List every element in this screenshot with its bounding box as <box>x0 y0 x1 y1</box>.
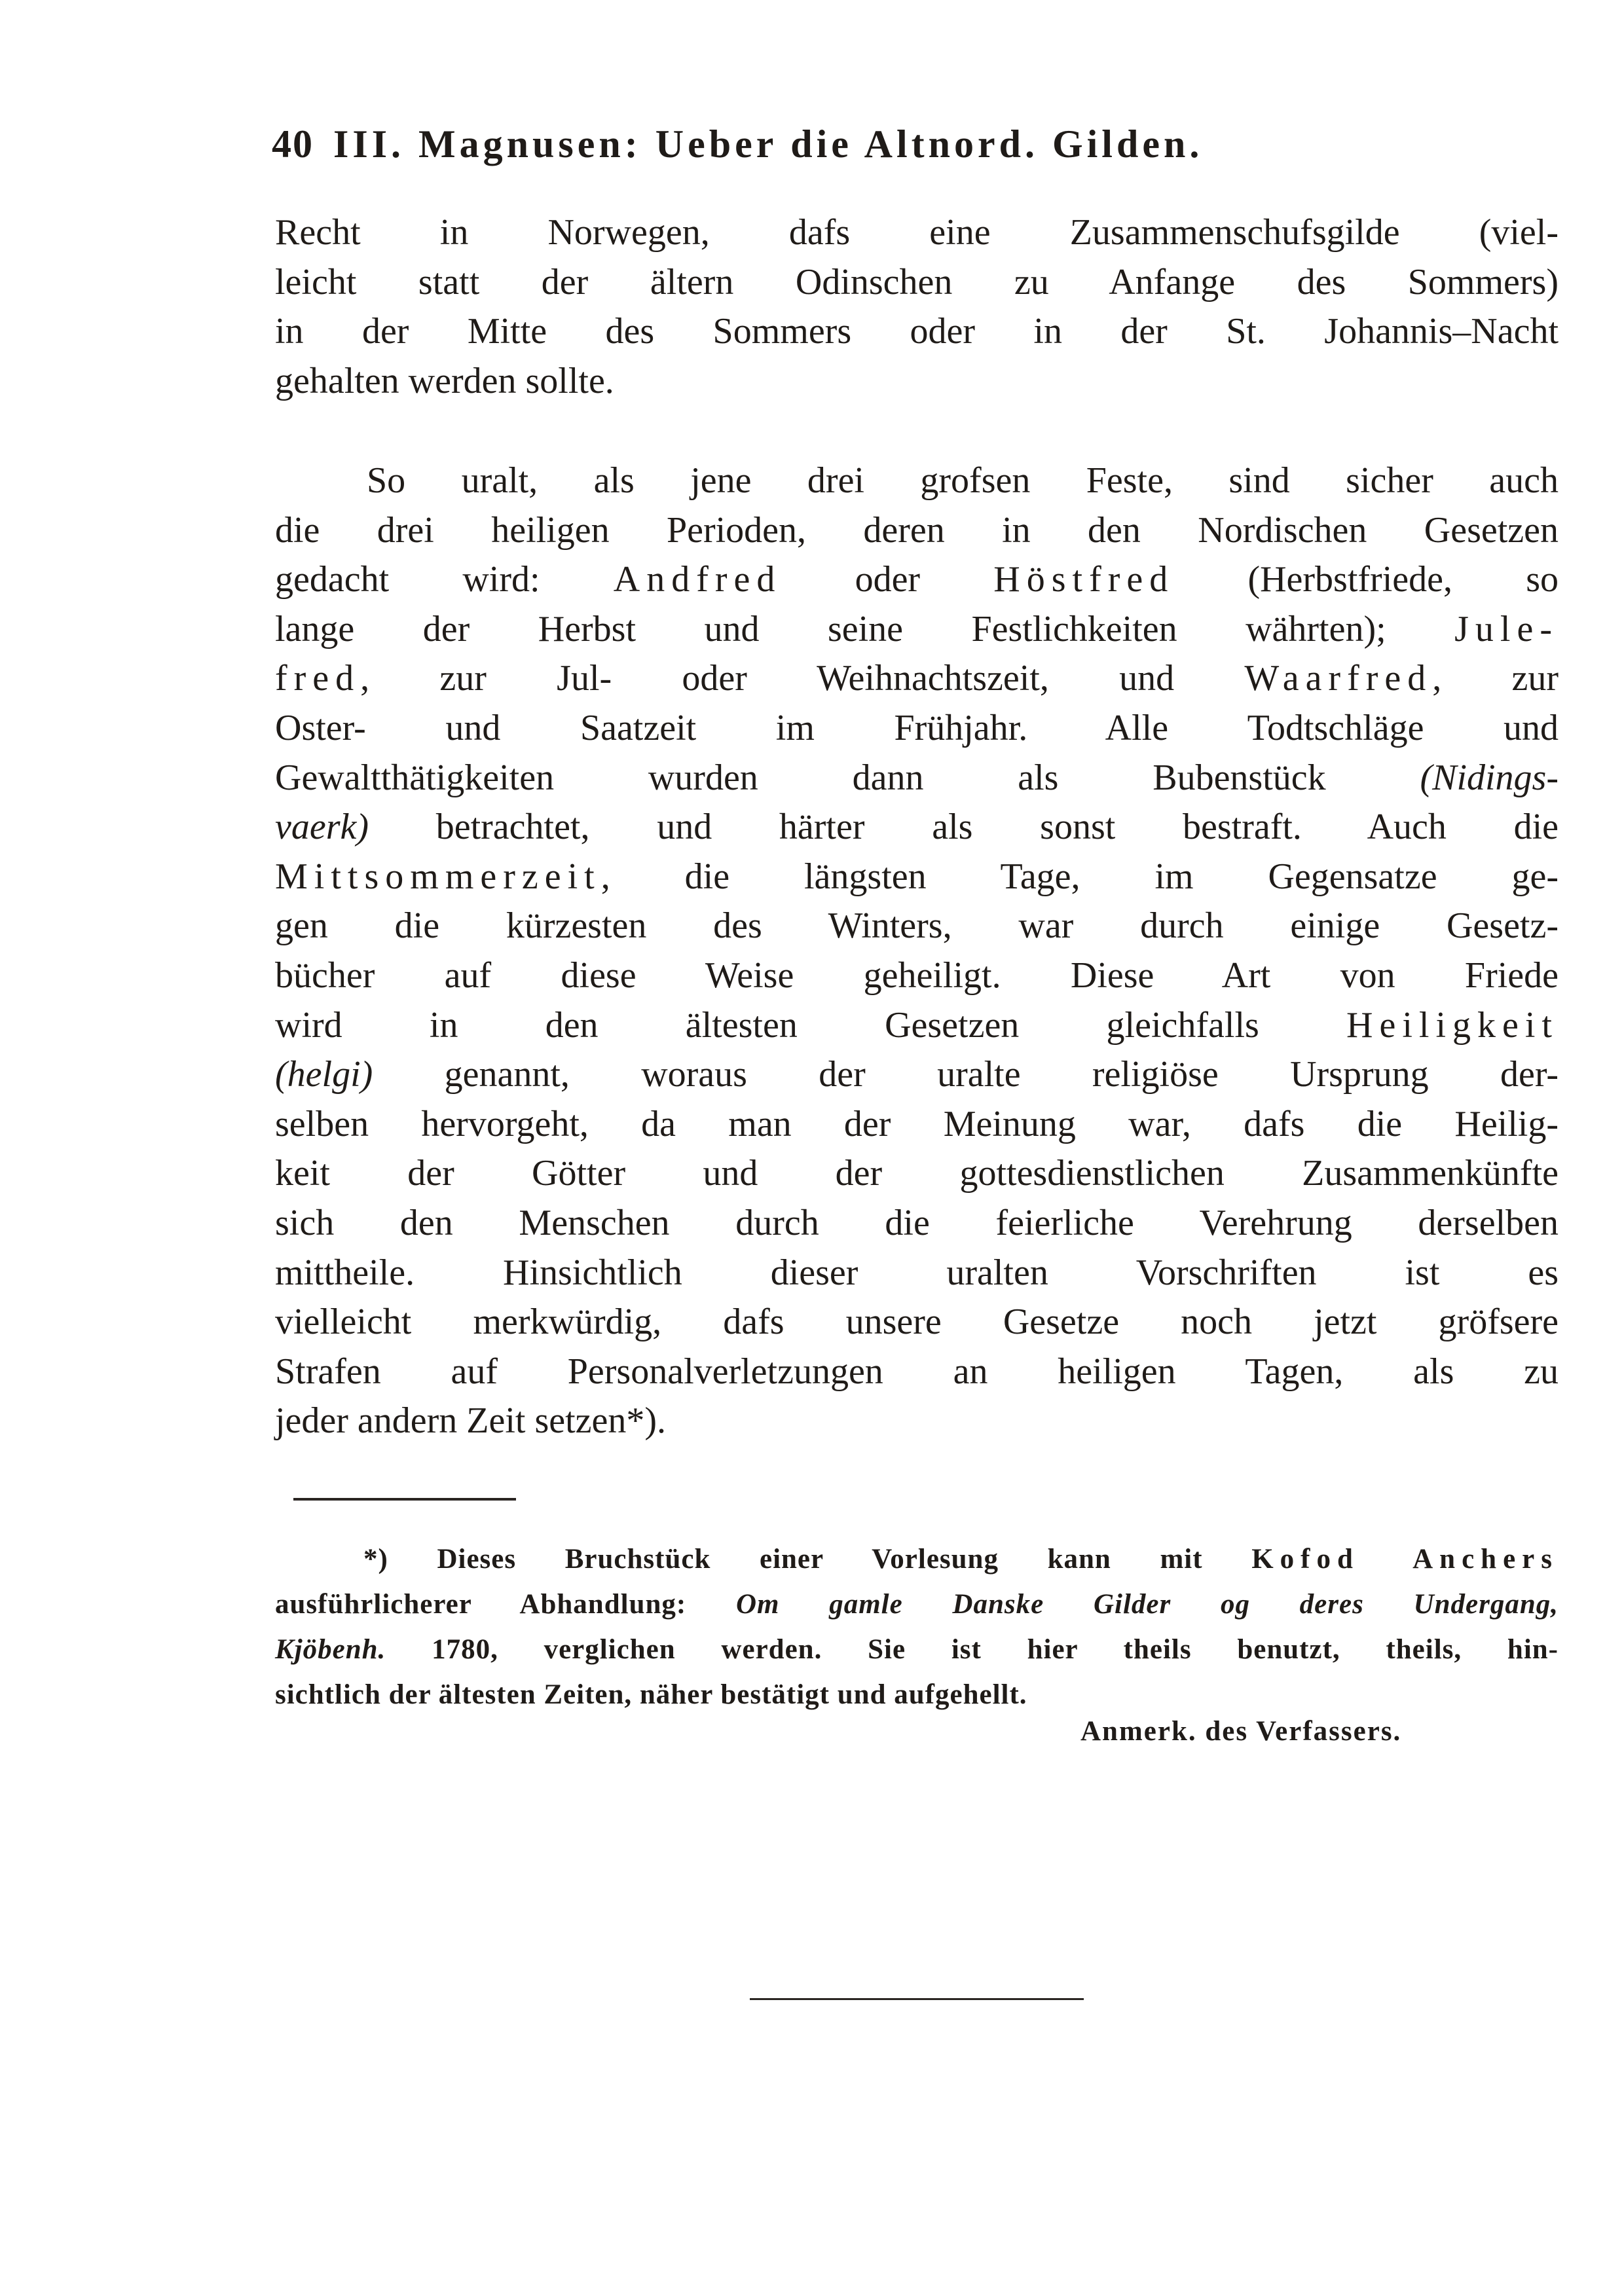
text-line: vielleicht merkwürdig, dafs unsere Gesetze noch jetzt gröfsere <box>275 1302 1559 1343</box>
footnote-line: sichtlich der ältesten Zeiten, näher bestätigt und aufgehellt. <box>275 1679 1027 1710</box>
italic-term: (Nidings- <box>1420 757 1559 798</box>
footnote-separator <box>293 1498 516 1501</box>
text-run: betrachtet, und härter als sonst bestraft. Auch die <box>369 807 1559 848</box>
text-line: leicht statt der ältern Odinschen zu Anfange des Sommers) <box>275 261 1559 302</box>
text-run: wird in den ältesten Gesetzen gleichfalls <box>275 1004 1347 1046</box>
spaced-term: Heiligkeit <box>1346 1004 1559 1046</box>
text-line: keit der Götter und der gottesdienstlichen Zusammenkünfte <box>275 1153 1559 1194</box>
text-line <box>275 555 1559 605</box>
text-line: die drei heiligen Perioden, deren in den Nordischen Gesetzen <box>275 509 1559 551</box>
text-line: jeder andern Zeit setzen*). <box>275 1400 667 1442</box>
spaced-term: fred <box>275 658 361 699</box>
text-line <box>275 654 1559 704</box>
page-number: 40 <box>272 122 314 166</box>
text-run: *) Dieses Bruchstück einer Vorlesung kann mit <box>363 1544 1252 1575</box>
text-run: oder <box>781 559 994 600</box>
running-title: III. Magnusen: Ueber die Altnord. Gilden. <box>333 122 1204 166</box>
italic-term: Kjöbenh. <box>275 1634 386 1665</box>
text-run: genannt, woraus der uralte religiöse Ursprung der- <box>373 1054 1559 1095</box>
text-run: 1780, verglichen werden. Sie ist hier theils benutzt, theils, hin- <box>386 1634 1559 1665</box>
spaced-term: Andfred <box>613 559 782 600</box>
text-line <box>275 1001 1559 1051</box>
text-line: bücher auf diese Weise geheiligt. Diese Art von Friede <box>275 955 1559 996</box>
text-line: sich den Menschen durch die feierliche Verehrung derselben <box>275 1202 1559 1243</box>
text-run: gedacht wird: <box>275 559 614 600</box>
paragraph-1 <box>275 208 1559 406</box>
text-line: mittheile. Hinsichtlich dieser uralten Vorschriften ist es <box>275 1252 1559 1293</box>
end-rule <box>750 1998 1084 2000</box>
text-line <box>275 1050 1559 1100</box>
text-run: , die längsten Tage, im Gegensatze ge- <box>600 856 1559 897</box>
footnote-line <box>275 1537 1559 1582</box>
footnote-line <box>275 1627 1559 1672</box>
text-line: in der Mitte des Sommers oder in der St. Johannis–Nacht <box>275 311 1559 352</box>
footnote-signature: Anmerk. des Verfassers. <box>1080 1716 1402 1747</box>
text-line: gehalten werden sollte. <box>275 360 614 401</box>
text-line: Oster- und Saatzeit im Frühjahr. Alle Todtschläge und <box>275 707 1559 748</box>
text-line: So uralt, als jene drei grofsen Feste, sind sicher auch <box>367 460 1559 501</box>
footnote-line <box>275 1582 1559 1627</box>
text-line: Recht in Norwegen, dafs eine Zusammenschufsgilde (viel- <box>275 212 1559 253</box>
footnote <box>275 1537 1559 1717</box>
running-header <box>272 118 1464 170</box>
text-line: gen die kürzesten des Winters, war durch einige Gesetz- <box>275 905 1559 947</box>
text-run: , zur <box>1432 658 1559 699</box>
text-line: selben hervorgeht, da man der Meinung war, dafs die Heilig- <box>275 1103 1559 1144</box>
spaced-term: Höstfred <box>993 559 1175 600</box>
text-line <box>275 605 1559 655</box>
spaced-term: Mittsommerzeit <box>275 856 601 897</box>
text-run: ausführlicherer Abhandlung: <box>275 1589 736 1620</box>
italic-term: Om gamle Danske Gilder og deres Undergang, <box>735 1589 1559 1620</box>
text-run: , zur Jul- oder Weihnachtszeit, und <box>360 658 1245 699</box>
spaced-term: Waarfred <box>1244 658 1433 699</box>
paragraph-2 <box>275 456 1559 1446</box>
spaced-term: Jule- <box>1454 608 1559 649</box>
text-run: lange der Herbst und seine Festlichkeiten währten); <box>275 608 1455 649</box>
text-run: (Herbstfriede, so <box>1174 559 1559 600</box>
spaced-term: Kofod Anchers <box>1251 1544 1559 1575</box>
text-line <box>275 754 1559 803</box>
italic-term: (helgi) <box>275 1054 373 1095</box>
text-run: Gewaltthätigkeiten wurden dann als Bubenstück <box>275 757 1420 798</box>
text-line <box>275 852 1559 902</box>
italic-term: vaerk) <box>275 807 369 848</box>
text-line: Strafen auf Personalverletzungen an heiligen Tagen, als zu <box>275 1351 1559 1392</box>
text-line <box>275 803 1559 852</box>
